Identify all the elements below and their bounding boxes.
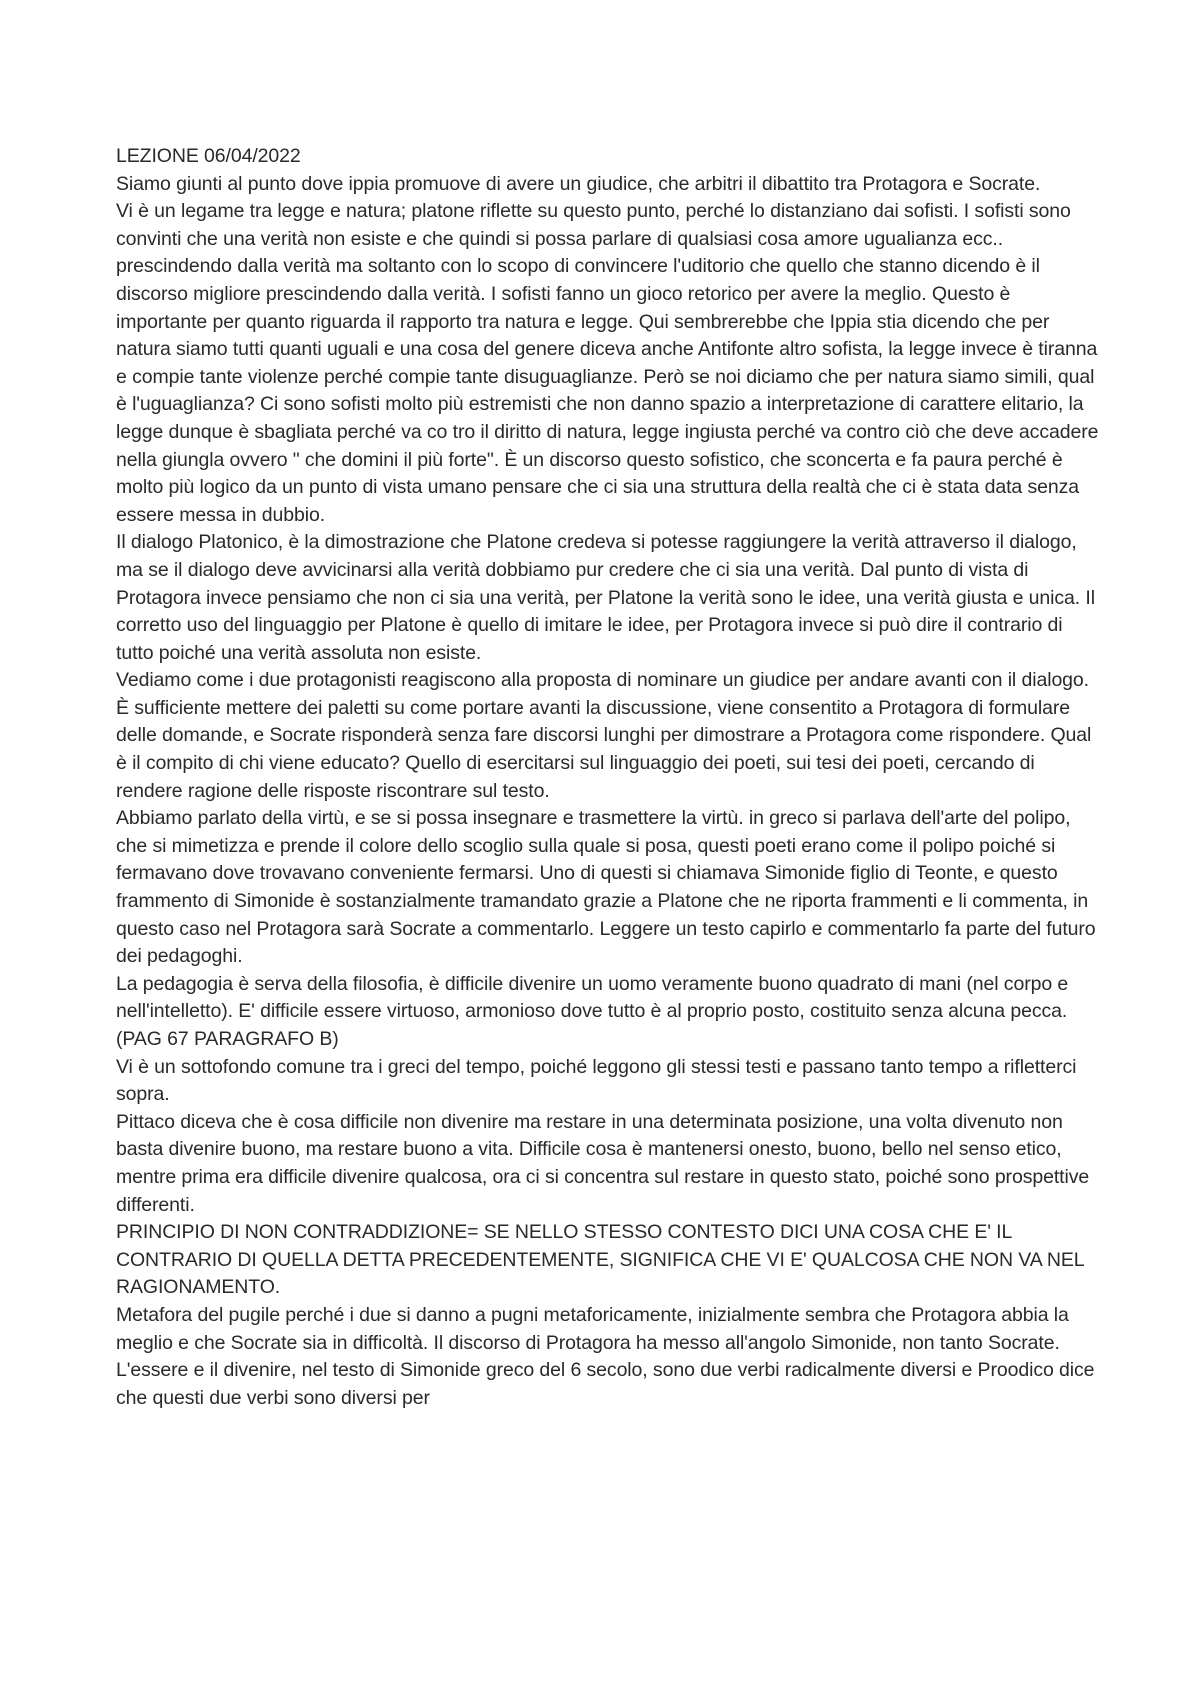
paragraph: Vediamo come i due protagonisti reagiscono alla proposta di nominare un giudice per andare avanti con il dialogo. È sufficiente mettere dei paletti su come portare avanti la discussione, viene consentito a Protagora di formulare delle domande, e Socrate risponderà senza fare discorsi lunghi per dimostrare a Protagora come rispondere. Qual è il compito di chi viene educato? Quello di esercitarsi sul linguaggio dei poeti, sui tesi dei poeti, cercando di rendere ragione delle risposte riscontrare sul testo. bbox=[116, 669, 1092, 802]
paragraph: Pittaco diceva che è cosa difficile non divenire ma restare in una determinata posizione, una volta divenuto non basta divenire buono, ma restare buono a vita. Difficile cosa è mantenersi onesto, buono, bello nel senso etico, mentre prima era difficile divenire qualcosa, ora ci si concentra sul restare in questo stato, poiché sono prospettive differenti. bbox=[116, 1110, 1090, 1216]
paragraph: Vi è un sottofondo comune tra i greci del tempo, poiché leggono gli stessi testi e passano tanto tempo a rifletterci sopra. bbox=[116, 1055, 1077, 1106]
document-title: LEZIONE 06/04/2022 bbox=[116, 145, 301, 167]
document-body bbox=[116, 143, 1104, 1412]
paragraph: Vi è un legame tra legge e natura; platone riflette su questo punto, perché lo distanziano dai sofisti. I sofisti sono convinti che una verità non esiste e che quindi si possa parlare di qualsiasi cosa amore ugualianza ecc.. prescindendo dalla verità ma soltanto con lo scopo di convincere l'uditorio che quello che stanno dicendo è il discorso migliore prescindendo dalla verità. I sofisti fanno un gioco retorico per avere la meglio. Questo è importante per quanto riguarda il rapporto tra natura e legge. Qui sembrerebbe che Ippia stia dicendo che per natura siamo tutti quanti uguali e una cosa del genere diceva anche Antifonte altro sofista, la legge invece è tiranna e compie tante violenze perché compie tante disuguaglianze. Però se noi diciamo che per natura siamo simili, qual è l'uguaglianza? Ci sono sofisti molto più estremisti che non danno spazio a interpretazione di carattere elitario, la legge dunque è sbagliata perché va co tro il diritto di natura, legge ingiusta perché va contro ciò che deve accadere nella giungla ovvero " che domini il più forte". È un discorso questo sofistico, che sconcerta e fa paura perché è molto più logico da un punto di vista umano pensare che ci sia una struttura della realtà che ci è stata data senza essere messa in dubbio. bbox=[116, 200, 1099, 526]
paragraph: PRINCIPIO DI NON CONTRADDIZIONE= SE NELLO STESSO CONTESTO DICI UNA COSA CHE E' IL CONTRARIO DI QUELLA DETTA PRECEDENTEMENTE, SIGNIFICA CHE VI E' QUALCOSA CHE NON VA NEL RAGIONAMENTO. bbox=[116, 1221, 1084, 1299]
paragraph: Abbiamo parlato della virtù, e se si possa insegnare e trasmettere la virtù. in greco si parlava dell'arte del polipo, che si mimetizza e prende il colore dello scoglio sulla quale si posa, questi poeti erano come il polipo poiché si fermavano dove trovavano conveniente fermarsi. Uno di questi si chiamava Simonide figlio di Teonte, e questo frammento di Simonide è sostanzialmente tramandato grazie a Platone che ne riporta frammenti e li commenta, in questo caso nel Protagora sarà Socrate a commentarlo. Leggere un testo capirlo e commentarlo fa parte del futuro dei pedagoghi. bbox=[116, 807, 1096, 968]
paragraph: Siamo giunti al punto dove ippia promuove di avere un giudice, che arbitri il dibattito tra Protagora e Socrate. bbox=[116, 172, 1041, 195]
paragraph: La pedagogia è serva della filosofia, è difficile divenire un uomo veramente buono quadrato di mani (nel corpo e nell'intelletto). E' difficile essere virtuoso, armonioso dove tutto è al proprio posto, costituito senza alcuna pecca. (PAG 67 PARAGRAFO B) bbox=[116, 972, 1069, 1050]
paragraph: Il dialogo Platonico, è la dimostrazione che Platone credeva si potesse raggiungere la verità attraverso il dialogo, ma se il dialogo deve avvicinarsi alla verità dobbiamo pur credere che ci sia una verità. Dal punto di vista di Protagora invece pensiamo che non ci sia una verità, per Platone la verità sono le idee, una verità giusta e unica. Il corretto uso del linguaggio per Platone è quello di imitare le idee, per Protagora invece si può dire il contrario di tutto poiché una verità assoluta non esiste. bbox=[116, 531, 1095, 664]
paragraph: Metafora del pugile perché i due si danno a pugni metaforicamente, inizialmente sembra che Protagora abbia la meglio e che Socrate sia in difficoltà. Il discorso di Protagora ha messo all'angolo Simonide, non tanto Socrate. L'essere e il divenire, nel testo di Simonide greco del 6 secolo, sono due verbi radicalmente diversi e Proodico dice che questi due verbi sono diversi per bbox=[116, 1303, 1095, 1409]
